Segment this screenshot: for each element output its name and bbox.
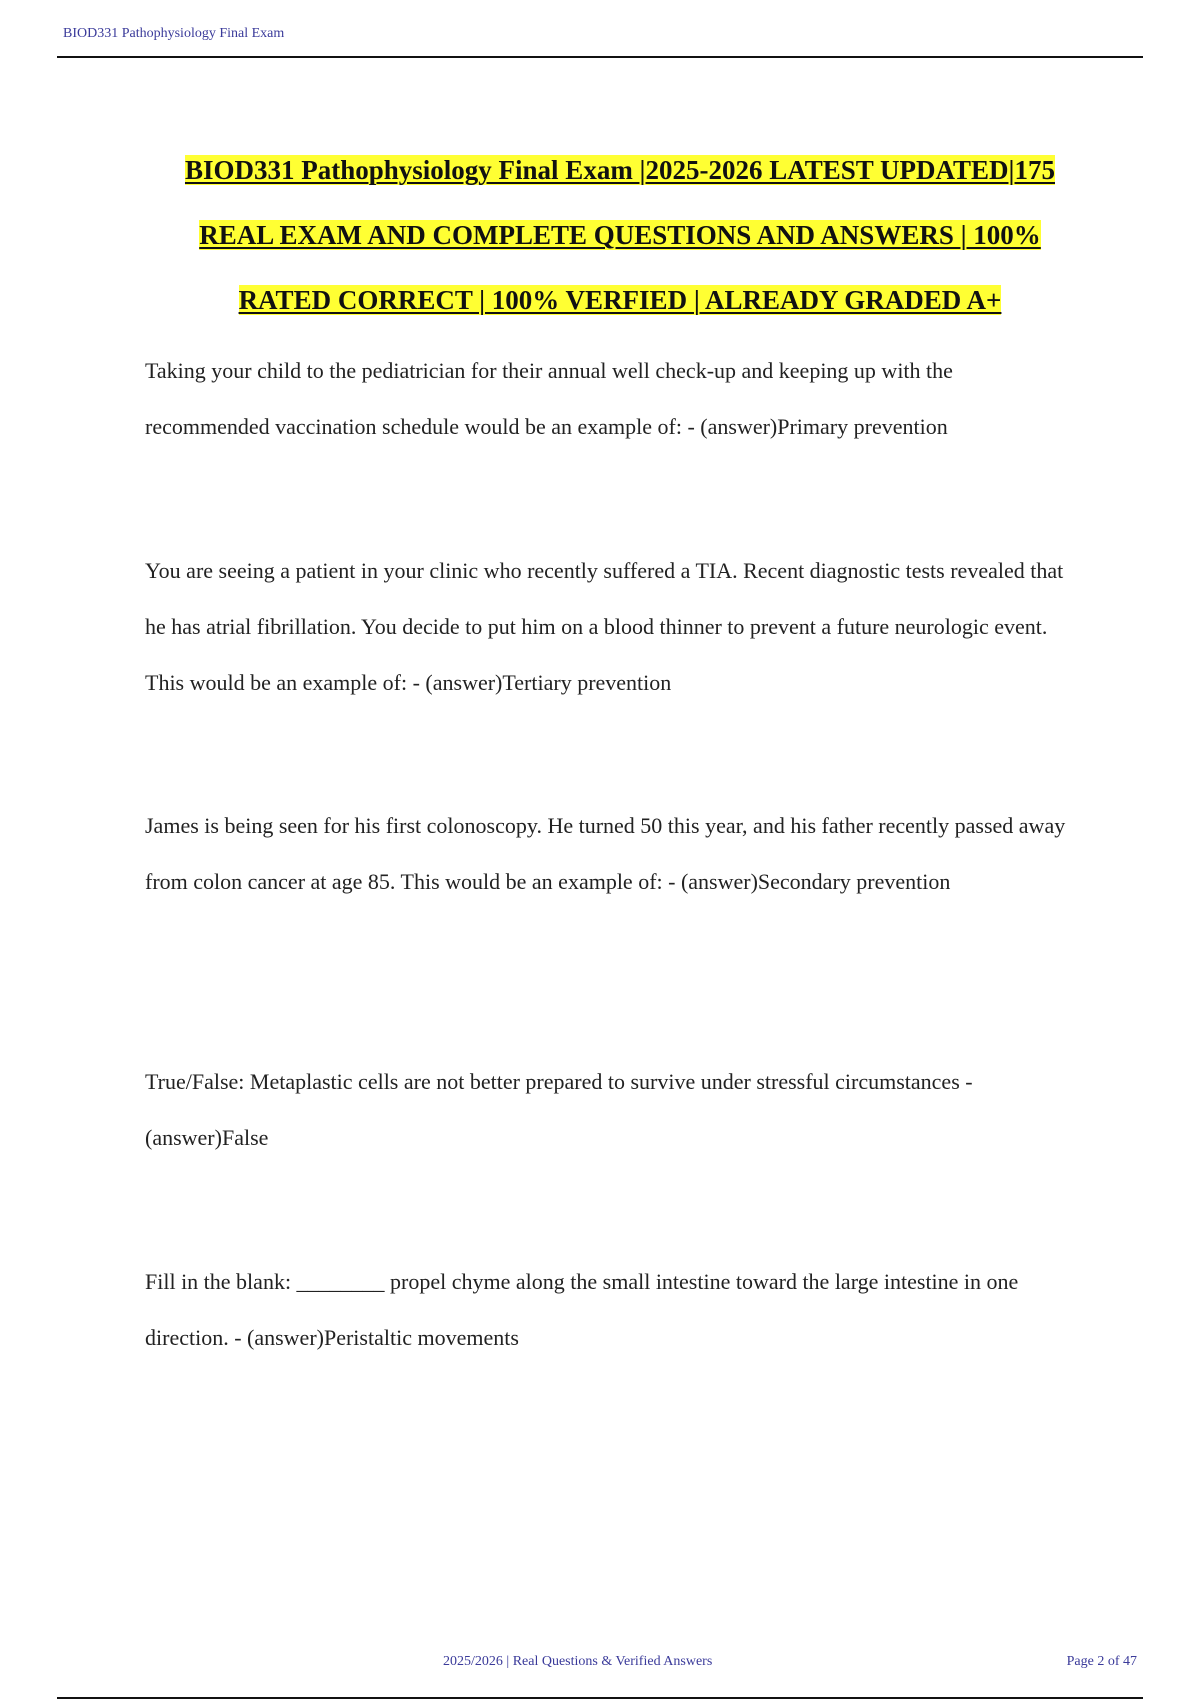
header-divider [57,56,1143,58]
footer-caption: 2025/2026 | Real Questions & Verified Answers [443,1654,713,1669]
title-line-3: RATED CORRECT | 100% VERFIED | ALREADY GRADED A+ [238,285,1002,315]
footer-divider [57,1697,1143,1699]
title-line-1: BIOD331 Pathophysiology Final Exam |2025-2026 LATEST UPDATED|175 [184,155,1055,185]
question-answer-4: True/False: Metaplastic cells are not better prepared to survive under stressful circumstances - (answer)False [145,1069,973,1150]
question-answer-5: Fill in the blank: ________ propel chyme along the small intestine toward the large intestine in one direction. - (answer)Peristaltic movements [145,1269,1019,1350]
running-header-title: BIOD331 Pathophysiology Final Exam [63,26,285,41]
document-title [110,138,1130,333]
question-answer-2: You are seeing a patient in your clinic who recently suffered a TIA. Recent diagnostic tests revealed that he has atrial fibrillation. You decide to put him on a blood thinner to prevent a future neurologic event. This would be an example of: - (answer)Tertiary prevention [145,558,1064,695]
page-number: Page 2 of 47 [1066,1654,1137,1669]
title-line-2: REAL EXAM AND COMPLETE QUESTIONS AND ANSWERS | 100% [199,220,1041,250]
question-answer-1: Taking your child to the pediatrician for their annual well check-up and keeping up with the recommended vaccination schedule would be an example of: - (answer)Primary prevention [145,358,953,439]
question-answer-3: James is being seen for his first colonoscopy. He turned 50 this year, and his father recently passed away from colon cancer at age 85. This would be an example of: - (answer)Secondary prevention [145,813,1066,894]
